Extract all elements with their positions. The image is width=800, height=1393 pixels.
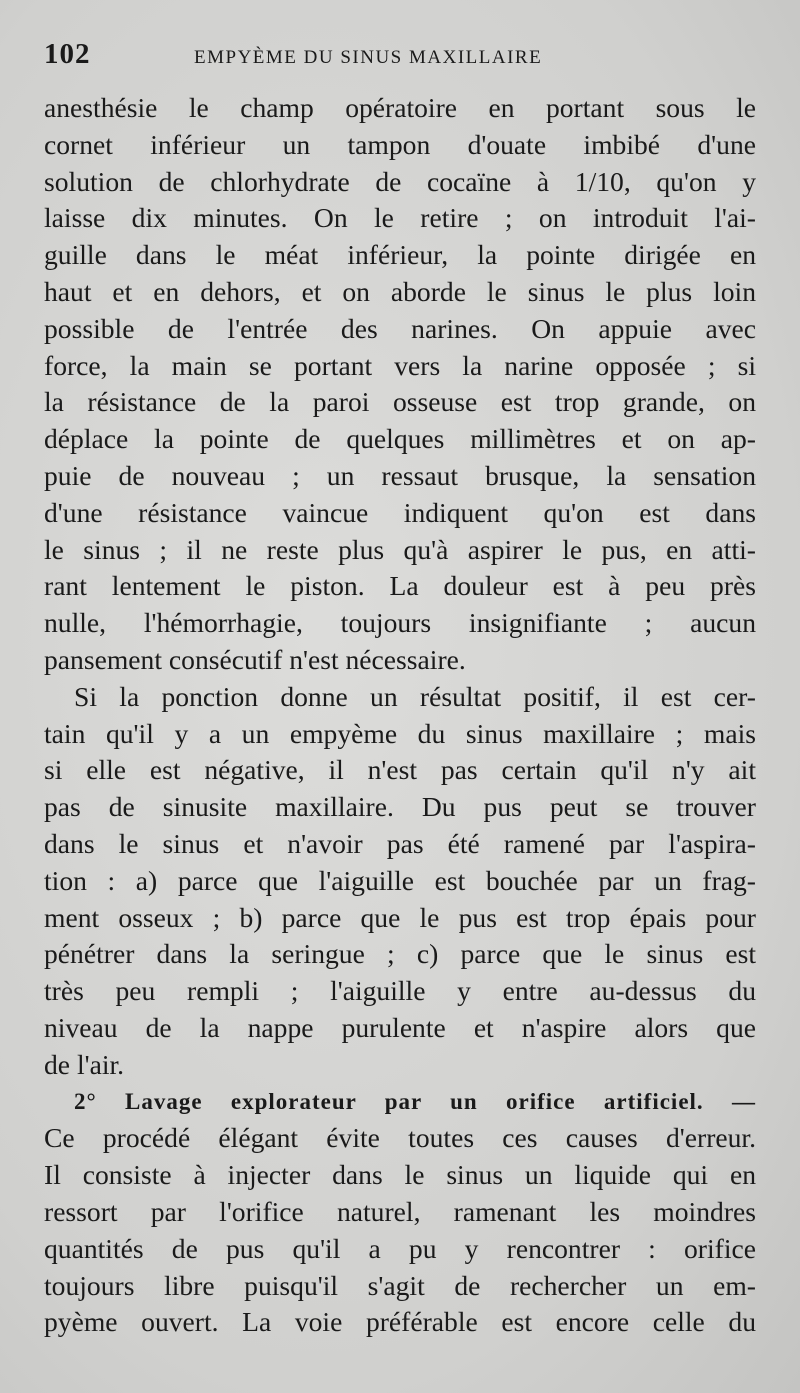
text-line: possible de l'entrée des narines. On appuie avec: [44, 312, 756, 344]
running-title: EMPYÈME DU SINUS MAXILLAIRE: [194, 47, 543, 68]
text-line: de l'air.: [44, 1048, 125, 1080]
text-line: ressort par l'orifice naturel, ramenant les moindres: [44, 1195, 756, 1227]
text-line: Il consiste à injecter dans le sinus un liquide qui en: [44, 1159, 756, 1191]
text-line: solution de chlorhydrate de cocaïne à 1/10, qu'on y: [44, 165, 756, 197]
text-line: d'une résistance vaincue indiquent qu'on est dans: [44, 496, 756, 528]
paragraph-1: [44, 90, 756, 679]
text-line: niveau de la nappe purulente et n'aspire alors que: [44, 1011, 756, 1043]
text-line: pénétrer dans la seringue ; c) parce que le sinus est: [44, 938, 756, 970]
text-line: nulle, l'hémorrhagie, toujours insignifiante ; aucun: [44, 607, 756, 639]
text-line: force, la main se portant vers la narine opposée ; si: [44, 349, 756, 381]
text-line: tain qu'il y a un empyème du sinus maxillaire ; mais: [44, 717, 756, 749]
section-heading: 2° Lavage explorateur par un orifice artificiel. —: [74, 1088, 756, 1114]
text-line: pyème ouvert. La voie préférable est encore celle du: [44, 1306, 756, 1338]
text-line: rant lentement le piston. La douleur est à peu près: [44, 570, 756, 602]
text-line: dans le sinus et n'avoir pas été ramené par l'aspira-: [44, 827, 756, 859]
text-line: anesthésie le champ opératoire en portant sous le: [44, 92, 756, 123]
text-line: laisse dix minutes. On le retire ; on introduit l'ai-: [44, 202, 756, 234]
text-line: pansement consécutif n'est nécessaire.: [44, 643, 466, 675]
text-line: si elle est négative, il n'est pas certain qu'il n'y ait: [44, 754, 756, 786]
text-line: tion : a) parce que l'aiguille est bouchée par un frag-: [44, 864, 756, 896]
paragraph-3: [44, 1084, 756, 1342]
text-line: quantités de pus qu'il a pu y rencontrer : orifice: [44, 1232, 756, 1264]
text-line: haut et en dehors, et on aborde le sinus le plus loin: [44, 275, 756, 307]
text-line: Si la ponction donne un résultat positif, il est cer-: [74, 680, 756, 712]
text-line: très peu rempli ; l'aiguille y entre au-dessus du: [44, 975, 756, 1007]
page-header: [44, 38, 756, 90]
paragraph-2: [44, 679, 756, 1084]
text-line: ment osseux ; b) parce que le pus est trop épais pour: [44, 901, 756, 933]
page-number: 102: [44, 38, 91, 70]
text-line: puie de nouveau ; un ressaut brusque, la sensation: [44, 459, 756, 491]
text-line: guille dans le méat inférieur, la pointe dirigée en: [44, 239, 756, 271]
text-line: le sinus ; il ne reste plus qu'à aspirer le pus, en atti-: [44, 533, 756, 565]
text-line: toujours libre puisqu'il s'agit de rechercher un em-: [44, 1269, 756, 1301]
text-line: cornet inférieur un tampon d'ouate imbibé d'une: [44, 128, 756, 160]
text-line: déplace la pointe de quelques millimètres et on ap-: [44, 423, 756, 455]
text-line: la résistance de la paroi osseuse est trop grande, on: [44, 386, 756, 418]
text-line: Ce procédé élégant évite toutes ces causes d'erreur.: [44, 1122, 756, 1154]
text-line: pas de sinusite maxillaire. Du pus peut se trouver: [44, 791, 756, 823]
